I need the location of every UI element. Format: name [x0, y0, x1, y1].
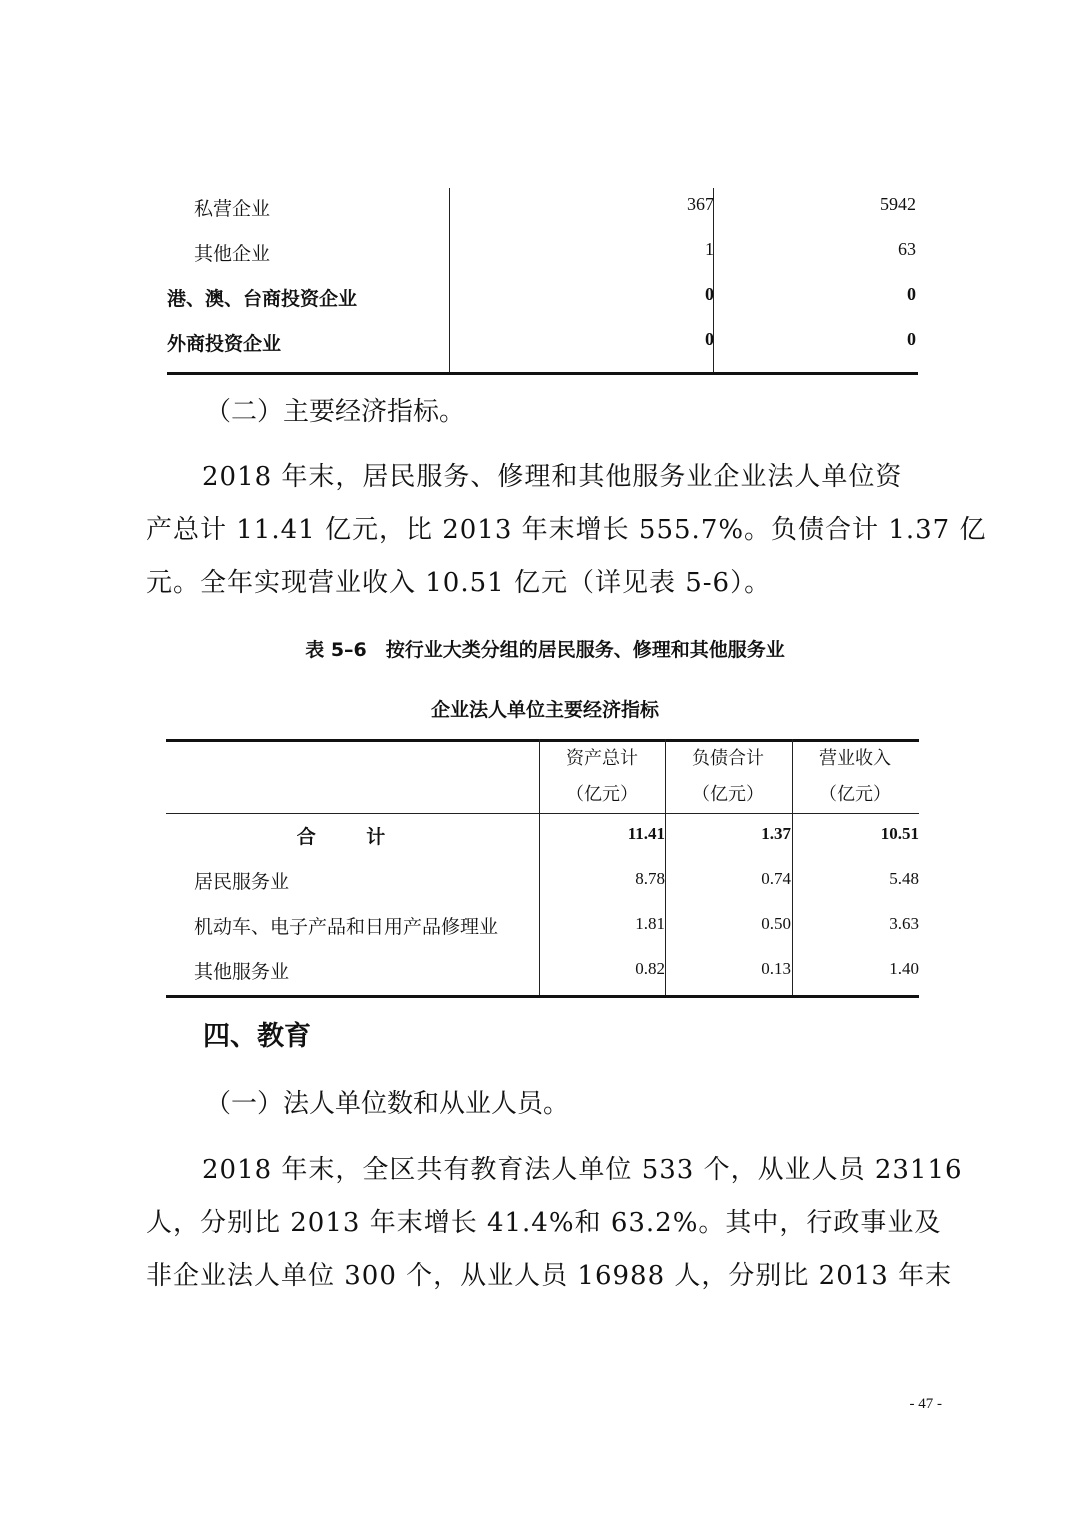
- table-row: [167, 188, 918, 233]
- column-header-title: 营业收入: [819, 748, 891, 769]
- table-caption: 表 5–6 按行业大类分组的居民服务、修理和其他服务业: [305, 639, 785, 661]
- row-value-persons: 5942: [880, 194, 916, 214]
- cell-revenue: 3.63: [889, 914, 919, 933]
- cell-revenue: 10.51: [880, 824, 919, 843]
- paragraph-line: 非企业法人单位 300 个，从业人员 16988 人，分别比 2013 年末: [146, 1261, 953, 1291]
- row-label: 居民服务业: [194, 871, 290, 893]
- row-label: 外商投资企业: [167, 333, 282, 355]
- continuation-table: [167, 188, 918, 368]
- section-heading: （二）主要经济指标。: [205, 397, 466, 427]
- chapter-heading: 四、教育: [203, 1021, 311, 1052]
- table-row: [167, 278, 918, 323]
- row-value-persons: 63: [898, 239, 916, 259]
- row-label: 其他企业: [194, 243, 271, 265]
- row-label: 合 计: [296, 826, 408, 848]
- row-value-units: 0: [705, 284, 714, 304]
- row-label: 其他服务业: [194, 961, 290, 983]
- row-label: 机动车、电子产品和日用产品修理业: [194, 916, 499, 938]
- table-bottom-rule: [166, 995, 919, 998]
- cell-revenue: 1.40: [889, 959, 919, 978]
- column-header-unit: （亿元）: [819, 784, 891, 805]
- row-label: 私营企业: [194, 198, 271, 220]
- row-value-units: 0: [705, 329, 714, 349]
- page-number: - 47 -: [909, 1396, 942, 1412]
- column-header-unit: （亿元）: [566, 784, 638, 805]
- cell-assets: 11.41: [627, 824, 665, 843]
- paragraph-line: 元。全年实现营业收入 10.51 亿元（详见表 5-6）。: [146, 568, 772, 598]
- row-value-units: 367: [687, 194, 714, 214]
- cell-revenue: 5.48: [889, 869, 919, 888]
- header-rule: [166, 813, 919, 814]
- cell-assets: 0.82: [635, 959, 665, 978]
- paragraph-line: 产总计 11.41 亿元，比 2013 年末增长 555.7%。负债合计 1.37 亿: [146, 515, 987, 545]
- cell-liabilities: 0.13: [761, 959, 791, 978]
- cell-assets: 1.81: [635, 914, 665, 933]
- column-header-unit: （亿元）: [692, 784, 764, 805]
- cell-liabilities: 0.50: [761, 914, 791, 933]
- section-heading: （一）法人单位数和从业人员。: [205, 1089, 570, 1119]
- table-row: [166, 951, 919, 996]
- table-bottom-rule: [167, 372, 918, 375]
- table-row: [166, 861, 919, 906]
- row-value-persons: 0: [907, 284, 916, 304]
- table-row: [167, 233, 918, 278]
- row-value-units: 1: [705, 239, 714, 259]
- paragraph-line: 2018 年末，全区共有教育法人单位 533 个，从业人员 23116: [202, 1155, 963, 1185]
- column-header: [539, 741, 665, 813]
- column-header: [792, 741, 918, 813]
- table-row: [167, 323, 918, 368]
- column-header: [665, 741, 791, 813]
- row-value-persons: 0: [907, 329, 916, 349]
- column-header-title: 负债合计: [692, 748, 764, 769]
- cell-liabilities: 1.37: [761, 824, 791, 843]
- row-label: 港、澳、台商投资企业: [167, 288, 358, 310]
- table-row-total: [166, 816, 919, 861]
- column-header-title: 资产总计: [566, 748, 638, 769]
- table-row: [166, 906, 919, 951]
- paragraph-line: 人，分别比 2013 年末增长 41.4%和 63.2%。其中，行政事业及: [146, 1208, 942, 1238]
- cell-liabilities: 0.74: [761, 869, 791, 888]
- table-caption-subtitle: 企业法人单位主要经济指标: [430, 699, 659, 721]
- paragraph-line: 2018 年末，居民服务、修理和其他服务业企业法人单位资: [202, 462, 903, 492]
- cell-assets: 8.78: [635, 869, 665, 888]
